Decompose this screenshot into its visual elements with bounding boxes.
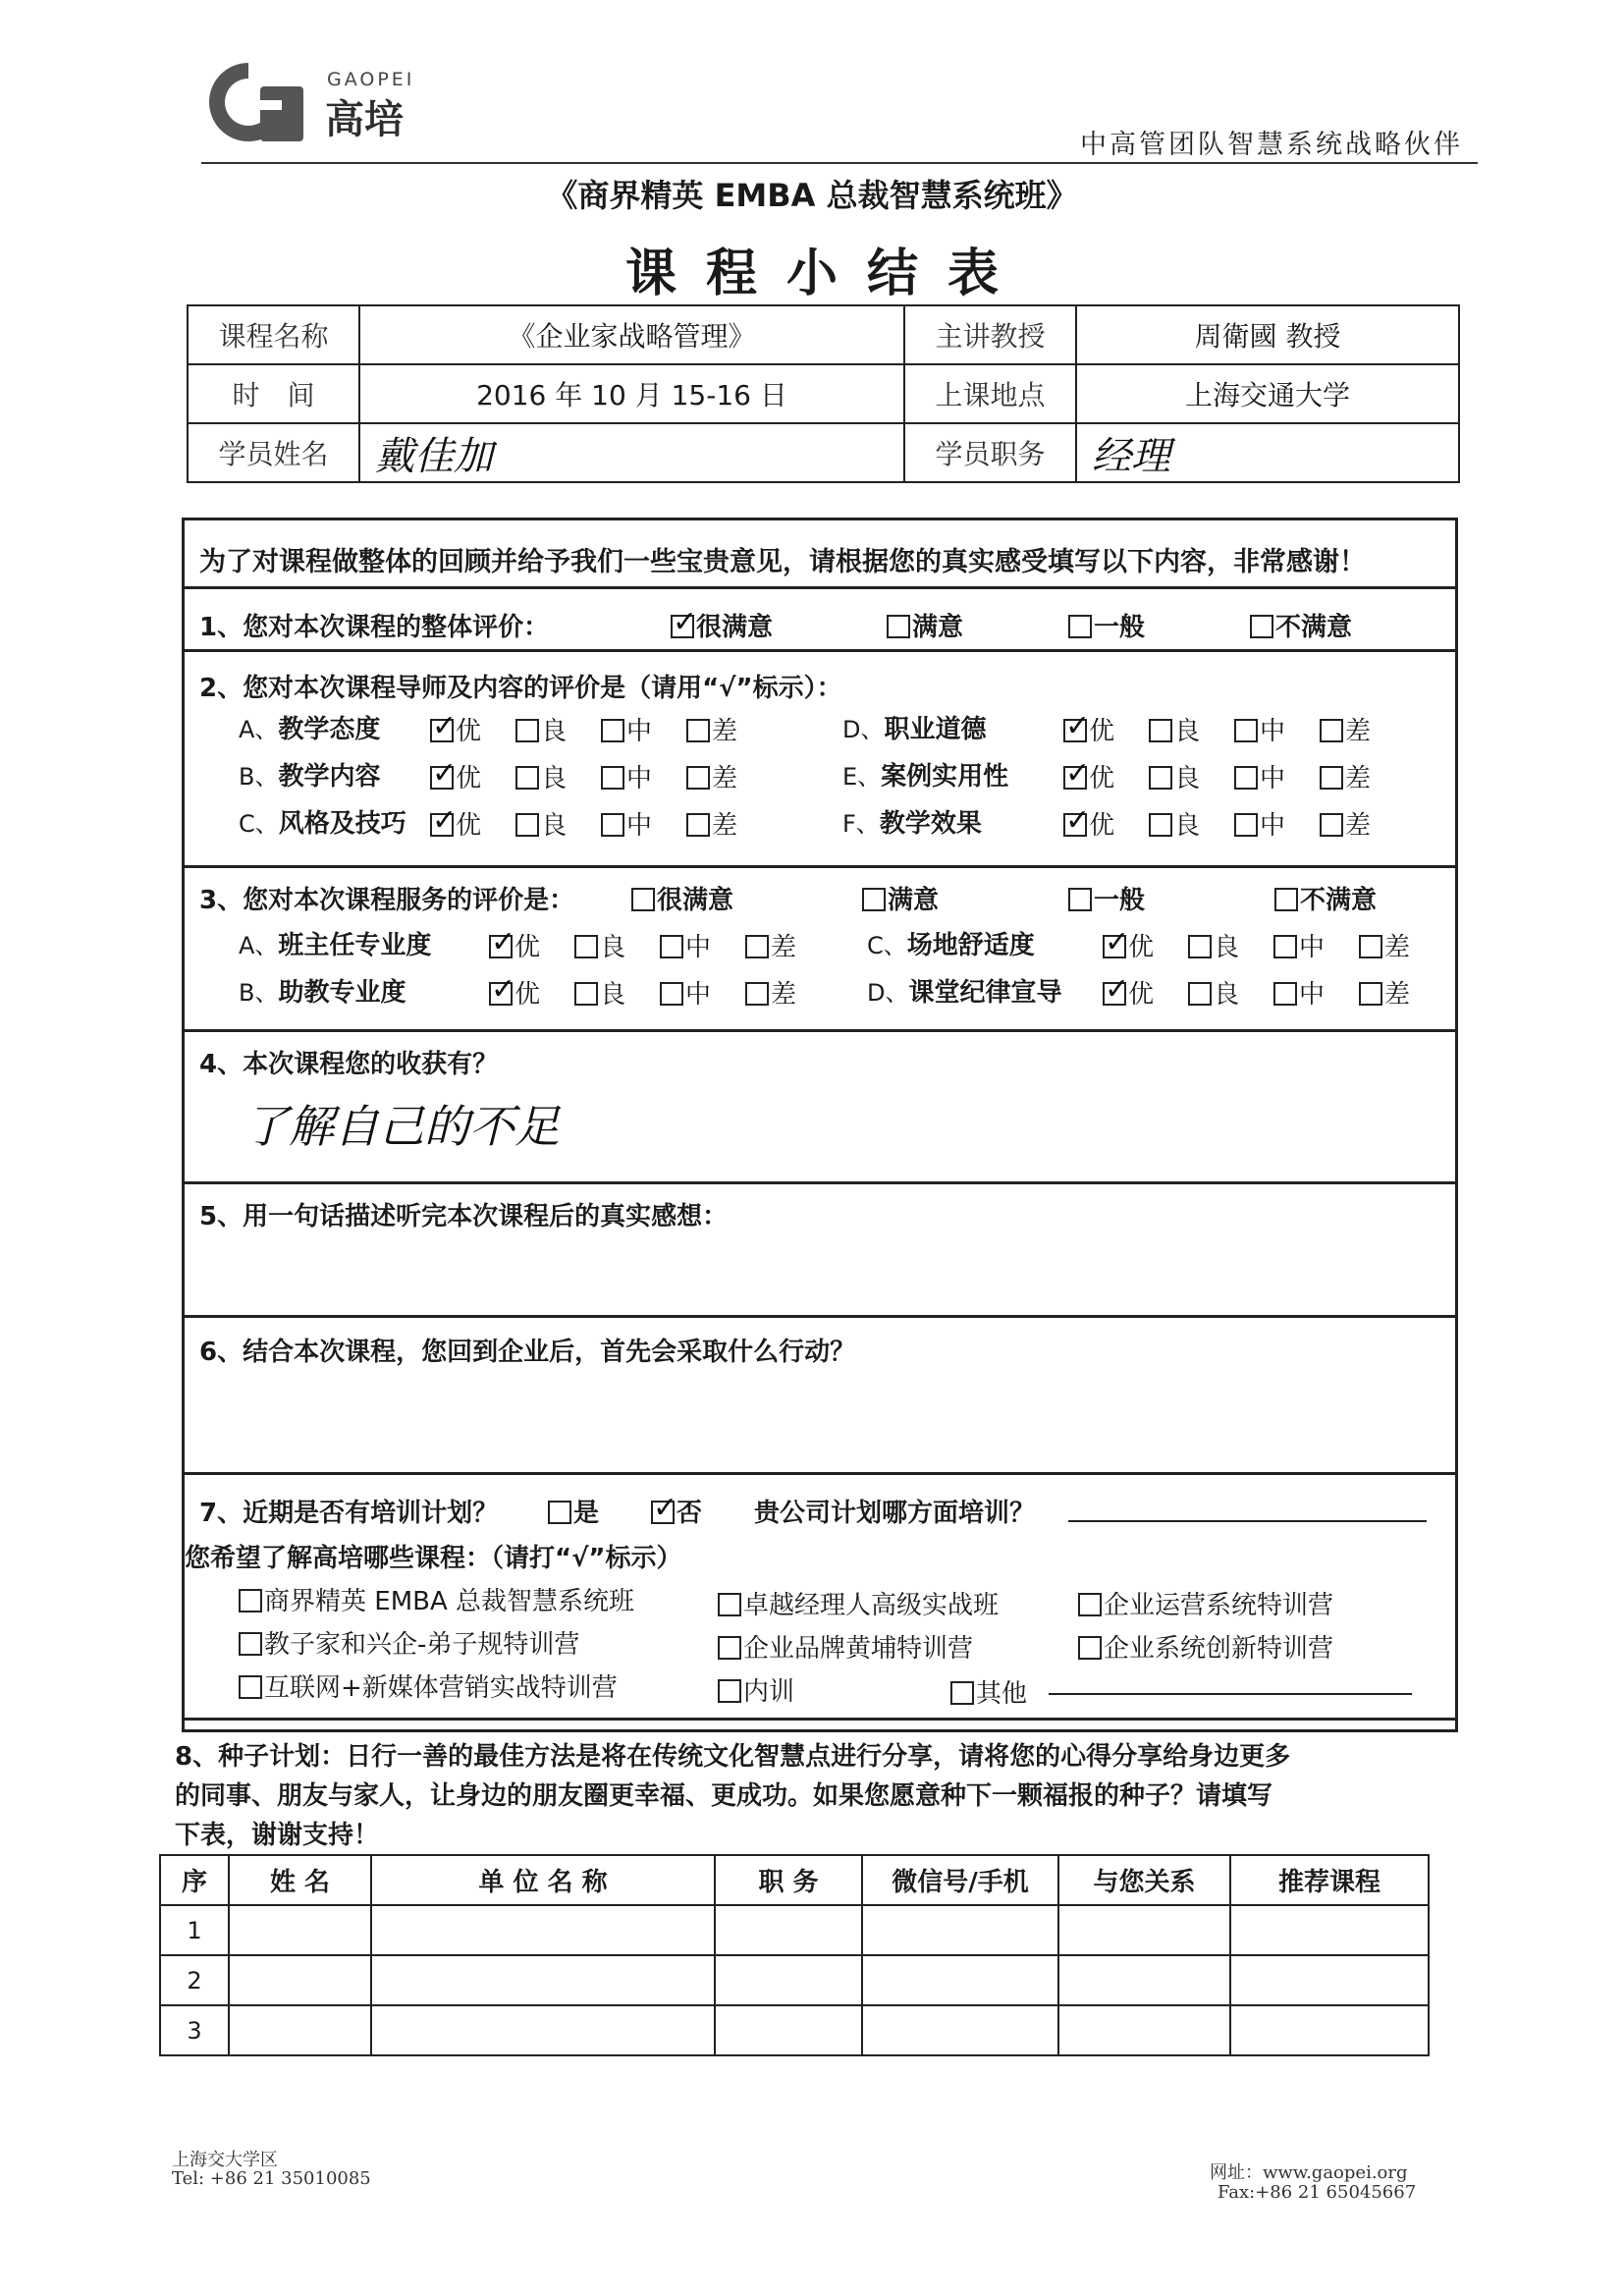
q3-grade-option[interactable]: 中	[660, 974, 711, 1011]
rating-checkbox[interactable]	[1103, 982, 1126, 1006]
seed-table-cell[interactable]	[1058, 1905, 1230, 1955]
q7-course-option[interactable]: 教子家和兴企-弟子规特训营	[239, 1624, 579, 1661]
seed-table-cell[interactable]	[1230, 2005, 1429, 2055]
q8-line-1: 8、种子计划：日行一善的最佳方法是将在传统文化智慧点进行分享，请将您的心得分享给身边更多	[175, 1742, 1291, 1772]
q3-grade-option[interactable]: 差	[745, 974, 796, 1011]
seed-row-number: 3	[160, 2005, 229, 2055]
course-checkbox[interactable]	[239, 1632, 262, 1656]
q8-line-3: 下表，谢谢支持！	[175, 1821, 380, 1850]
seed-row-number: 2	[160, 1955, 229, 2005]
q3-grade-option[interactable]: 中	[1273, 974, 1325, 1011]
q3-checkbox-0[interactable]	[631, 888, 655, 911]
footer-fax: Fax:+86 21 65045667	[1218, 2182, 1417, 2203]
q4-section	[185, 1032, 1455, 1184]
q7-other-field[interactable]	[1049, 1693, 1412, 1695]
course-checkbox[interactable]	[239, 1589, 262, 1613]
q3-checkbox-1[interactable]	[862, 888, 886, 911]
seed-table-cell[interactable]	[1058, 2005, 1230, 2055]
seed-table-cell[interactable]	[1058, 1955, 1230, 2005]
q7-no-checkbox[interactable]	[651, 1501, 675, 1524]
q1-label: 1、您对本次课程的整体评价：	[199, 613, 550, 642]
course-checkbox[interactable]	[1078, 1636, 1102, 1660]
q3-option-average[interactable]: 一般	[1068, 880, 1145, 916]
gaopei-logo	[201, 61, 437, 143]
q2-grade-option[interactable]: 良	[1149, 711, 1200, 747]
course-info-table	[187, 304, 1460, 483]
q2-item-label: C、风格及技巧	[239, 809, 406, 839]
q7-courses-label: 您希望了解高培哪些课程：（请打“√”标示）	[185, 1544, 682, 1573]
seed-table-header-cell: 与您关系	[1058, 1855, 1230, 1905]
q7-option-no[interactable]: ✓ 否	[651, 1493, 702, 1529]
rating-checkbox[interactable]	[1234, 813, 1258, 837]
course-name-value: 《企业家战略管理》	[359, 305, 904, 364]
intro-section	[185, 520, 1455, 589]
rating-checkbox[interactable]	[1149, 719, 1172, 742]
rating-checkbox[interactable]	[430, 813, 454, 837]
seed-table-cell[interactable]	[862, 1905, 1058, 1955]
lecturer-value: 周衛國 教授	[1076, 305, 1459, 364]
course-checkbox[interactable]	[718, 1679, 741, 1703]
rating-checkbox[interactable]	[489, 982, 513, 1006]
q1-checkbox-1[interactable]	[887, 615, 910, 638]
rating-checkbox[interactable]	[745, 935, 769, 958]
q3-item-label: D、课堂纪律宣导	[867, 978, 1062, 1008]
seed-table-cell[interactable]	[715, 1955, 862, 2005]
q2-grade-option[interactable]: ✓ 优	[430, 711, 481, 747]
table-row	[160, 2005, 1429, 2055]
survey-form	[182, 518, 1458, 1732]
rating-checkbox[interactable]	[686, 766, 710, 790]
rating-checkbox[interactable]	[515, 766, 539, 790]
q2-grade-option[interactable]: 中	[1234, 711, 1285, 747]
rating-checkbox[interactable]	[1320, 719, 1343, 742]
q2-grade-option[interactable]: 差	[1320, 711, 1371, 747]
q2-grade-option[interactable]: 中	[601, 758, 652, 794]
q7-course-option[interactable]: 企业品牌黄埔特训营	[718, 1628, 973, 1665]
seed-plan-table	[159, 1854, 1430, 2056]
q1-option-average[interactable]: 一般	[1068, 607, 1145, 643]
q3-grade-option[interactable]: ✓ 优	[1103, 927, 1154, 963]
seed-table-cell[interactable]	[715, 1905, 862, 1955]
seed-table-cell[interactable]	[229, 1955, 371, 2005]
q2-grade-option[interactable]: ✓ 优	[1063, 758, 1114, 794]
course-checkbox[interactable]	[950, 1681, 974, 1705]
rating-checkbox[interactable]	[601, 813, 624, 837]
seed-table-body	[160, 1905, 1429, 2055]
rating-checkbox[interactable]	[430, 766, 454, 790]
course-checkbox[interactable]	[718, 1593, 741, 1616]
q3-grade-option[interactable]: 良	[574, 927, 625, 963]
q3-grade-option[interactable]: ✓ 优	[489, 927, 540, 963]
seed-table-header-cell: 姓 名	[229, 1855, 371, 1905]
q2-item-label: F、教学效果	[842, 809, 982, 839]
q7-course-option[interactable]: 其他	[950, 1673, 1027, 1710]
rating-checkbox[interactable]	[1063, 766, 1087, 790]
q1-option-satisfied[interactable]: 满意	[887, 607, 963, 643]
q3-grade-option[interactable]: 差	[745, 927, 796, 963]
q7-which-training-field[interactable]	[1068, 1520, 1427, 1522]
rating-checkbox[interactable]	[601, 719, 624, 742]
footer-campus: 上海交大学区	[172, 2150, 278, 2170]
course-checkbox[interactable]	[239, 1675, 262, 1699]
q7-course-option[interactable]: 企业系统创新特训营	[1078, 1628, 1333, 1665]
q2-grade-option[interactable]: 良	[515, 805, 567, 842]
rating-checkbox[interactable]	[1359, 982, 1382, 1006]
course-checkbox[interactable]	[718, 1636, 741, 1660]
q2-grade-option[interactable]: 良	[1149, 805, 1200, 842]
location-value: 上海交通大学	[1076, 364, 1459, 423]
seed-table-cell[interactable]	[715, 2005, 862, 2055]
q2-section	[185, 652, 1455, 868]
rating-checkbox[interactable]	[1063, 813, 1087, 837]
rating-checkbox[interactable]	[1273, 982, 1297, 1006]
logo-en-text: GAOPEI	[327, 69, 415, 90]
position-field[interactable]: 经理	[1076, 423, 1459, 482]
q3-grade-option[interactable]: 良	[574, 974, 625, 1011]
page-title: 课程小结表	[624, 245, 1028, 303]
rating-checkbox[interactable]	[1273, 935, 1297, 958]
location-label: 上课地点	[904, 364, 1076, 423]
seed-table-header-cell: 微信号/手机	[862, 1855, 1058, 1905]
rating-checkbox[interactable]	[515, 813, 539, 837]
seed-table-cell[interactable]	[862, 1955, 1058, 2005]
rating-checkbox[interactable]	[1103, 935, 1126, 958]
q2-grade-option[interactable]: 中	[601, 711, 652, 747]
rating-checkbox[interactable]	[574, 982, 598, 1006]
position-label: 学员职务	[904, 423, 1076, 482]
student-name-label: 学员姓名	[188, 423, 359, 482]
course-name-label: 课程名称	[188, 305, 359, 364]
q3-grade-option[interactable]: 中	[1273, 927, 1325, 963]
q1-checkbox-2[interactable]	[1068, 615, 1092, 638]
table-row	[160, 1905, 1429, 1955]
rating-checkbox[interactable]	[1188, 982, 1212, 1006]
q1-checkbox-0[interactable]	[671, 615, 694, 638]
rating-checkbox[interactable]	[1063, 719, 1087, 742]
q2-grade-option[interactable]: 差	[686, 711, 737, 747]
course-checkbox[interactable]	[1078, 1593, 1102, 1616]
rating-checkbox[interactable]	[745, 982, 769, 1006]
slogan: 中高管团队智慧系统战略伙伴	[1080, 130, 1463, 160]
q1-checkbox-3[interactable]	[1250, 615, 1273, 638]
q2-grade-option[interactable]: 良	[515, 758, 567, 794]
rating-checkbox[interactable]	[1234, 719, 1258, 742]
q5-label: 5、用一句话描述听完本次课程后的真实感想：	[199, 1202, 729, 1231]
q2-grade-option[interactable]: ✓ 优	[1063, 805, 1114, 842]
q1-section	[185, 589, 1455, 652]
q2-item-label: D、职业道德	[842, 715, 987, 744]
q3-option-satisfied[interactable]: 满意	[862, 880, 939, 916]
q2-grade-option[interactable]: 良	[515, 711, 567, 747]
rating-checkbox[interactable]	[1149, 813, 1172, 837]
q3-grade-option[interactable]: 差	[1359, 974, 1410, 1011]
q2-grade-option[interactable]: 差	[686, 805, 737, 842]
q7-label: 7、近期是否有培训计划？	[199, 1499, 499, 1528]
q2-grade-option[interactable]: 中	[601, 805, 652, 842]
q7-section	[185, 1475, 1455, 1721]
seed-row-number: 1	[160, 1905, 229, 1955]
seed-table-header-cell: 单 位 名 称	[371, 1855, 715, 1905]
q3-option-very-satisfied[interactable]: 很满意	[631, 880, 733, 916]
q1-option-unsatisfied[interactable]: 不满意	[1250, 607, 1352, 643]
q4-answer-field[interactable]: 了解自己的不足	[244, 1100, 560, 1153]
q2-grade-option[interactable]: ✓ 优	[430, 758, 481, 794]
q7-course-option[interactable]: 互联网+新媒体营销实战特训营	[239, 1667, 618, 1704]
table-row	[160, 1955, 1429, 2005]
q2-grade-option[interactable]: 差	[686, 758, 737, 794]
rating-checkbox[interactable]	[686, 719, 710, 742]
q7-yes-checkbox[interactable]	[548, 1501, 571, 1524]
q3-grade-option[interactable]: 差	[1359, 927, 1410, 963]
q3-item-label: A、班主任专业度	[239, 931, 432, 960]
intro-text: 为了对课程做整体的回顾并给予我们一些宝贵意见，请根据您的真实感受填写以下内容，非常感谢！	[199, 547, 1366, 577]
seed-table-cell[interactable]	[371, 2005, 715, 2055]
program-subtitle: 《商界精英 EMBA 总裁智慧系统班》	[546, 177, 1078, 214]
q3-checkbox-2[interactable]	[1068, 888, 1092, 911]
q8-line-2: 的同事、朋友与家人，让身边的朋友圈更幸福、更成功。如果您愿意种下一颗福报的种子？请填写	[175, 1781, 1273, 1811]
rating-checkbox[interactable]	[1188, 935, 1212, 958]
seed-table-header	[160, 1855, 1429, 1905]
q3-option-unsatisfied[interactable]: 不满意	[1274, 880, 1377, 916]
q3-grade-option[interactable]: ✓ 优	[489, 974, 540, 1011]
rating-checkbox[interactable]	[489, 935, 513, 958]
q3-grade-option[interactable]: 良	[1188, 974, 1239, 1011]
q2-label: 2、您对本次课程导师及内容的评价是（请用“√”标示）：	[199, 674, 842, 703]
q3-item-label: B、助教专业度	[239, 978, 406, 1008]
q7-which-training-label: 贵公司计划哪方面培训？	[754, 1499, 1036, 1528]
lecturer-label: 主讲教授	[904, 305, 1076, 364]
q3-grade-option[interactable]: ✓ 优	[1103, 974, 1154, 1011]
rating-checkbox[interactable]	[660, 982, 683, 1006]
q2-grade-option[interactable]: 中	[1234, 758, 1285, 794]
rating-checkbox[interactable]	[1359, 935, 1382, 958]
q6-label: 6、结合本次课程，您回到企业后，首先会采取什么行动？	[199, 1338, 856, 1367]
q2-item-label: A、教学态度	[239, 715, 381, 744]
q7-option-yes[interactable]: 是	[548, 1493, 599, 1529]
q3-grade-option[interactable]: 中	[660, 927, 711, 963]
q2-item-label: B、教学内容	[239, 762, 381, 792]
q3-item-label: C、场地舒适度	[867, 931, 1035, 960]
rating-checkbox[interactable]	[601, 766, 624, 790]
q3-section	[185, 868, 1455, 1032]
header-divider	[201, 162, 1478, 164]
student-name-field[interactable]: 戴佳加	[359, 423, 904, 482]
q2-grade-option[interactable]: 良	[1149, 758, 1200, 794]
q2-item-label: E、案例实用性	[842, 762, 1009, 792]
rating-checkbox[interactable]	[515, 719, 539, 742]
time-label: 时 间	[188, 364, 359, 423]
rating-checkbox[interactable]	[686, 813, 710, 837]
q5-section	[185, 1184, 1455, 1318]
seed-table-header-cell: 推荐课程	[1230, 1855, 1429, 1905]
gaopei-logo-icon	[201, 61, 319, 143]
seed-table-header-cell: 序	[160, 1855, 229, 1905]
q2-grade-option[interactable]: 中	[1234, 805, 1285, 842]
seed-table-cell[interactable]	[371, 1955, 715, 2005]
rating-checkbox[interactable]	[1320, 766, 1343, 790]
q6-section	[185, 1318, 1455, 1475]
rating-checkbox[interactable]	[1234, 766, 1258, 790]
footer-tel: Tel: +86 21 35010085	[172, 2168, 371, 2189]
q3-grade-option[interactable]: 良	[1188, 927, 1239, 963]
seed-table-cell[interactable]	[862, 2005, 1058, 2055]
logo-cn-text: 高培	[325, 97, 404, 142]
q7-course-option[interactable]: 企业运营系统特训营	[1078, 1585, 1333, 1621]
q2-grade-option[interactable]: 差	[1320, 758, 1371, 794]
rating-checkbox[interactable]	[574, 935, 598, 958]
q1-option-very-satisfied[interactable]: ✓ 很满意	[671, 607, 773, 643]
rating-checkbox[interactable]	[1149, 766, 1172, 790]
q2-grade-option[interactable]: 差	[1320, 805, 1371, 842]
q2-grade-option[interactable]: ✓ 优	[430, 805, 481, 842]
q7-course-option[interactable]: 商界精英 EMBA 总裁智慧系统班	[239, 1581, 634, 1617]
time-value: 2016 年 10 月 15-16 日	[359, 364, 904, 423]
rating-checkbox[interactable]	[430, 719, 454, 742]
q7-course-option[interactable]: 内训	[718, 1671, 794, 1708]
rating-checkbox[interactable]	[660, 935, 683, 958]
q3-label: 3、您对本次课程服务的评价是：	[199, 886, 575, 915]
q4-label: 4、本次课程您的收获有？	[199, 1050, 499, 1079]
seed-table-cell[interactable]	[229, 2005, 371, 2055]
rating-checkbox[interactable]	[1320, 813, 1343, 837]
q7-course-option[interactable]: 卓越经理人高级实战班	[718, 1585, 999, 1621]
q3-checkbox-3[interactable]	[1274, 888, 1298, 911]
seed-table-header-cell: 职 务	[715, 1855, 862, 1905]
q2-grade-option[interactable]: ✓ 优	[1063, 711, 1114, 747]
seed-table-cell[interactable]	[1230, 1955, 1429, 2005]
seed-table-cell[interactable]	[1230, 1905, 1429, 1955]
seed-table-cell[interactable]	[229, 1905, 371, 1955]
footer-website[interactable]: 网址：www.gaopei.org	[1210, 2162, 1408, 2183]
seed-table-cell[interactable]	[371, 1905, 715, 1955]
